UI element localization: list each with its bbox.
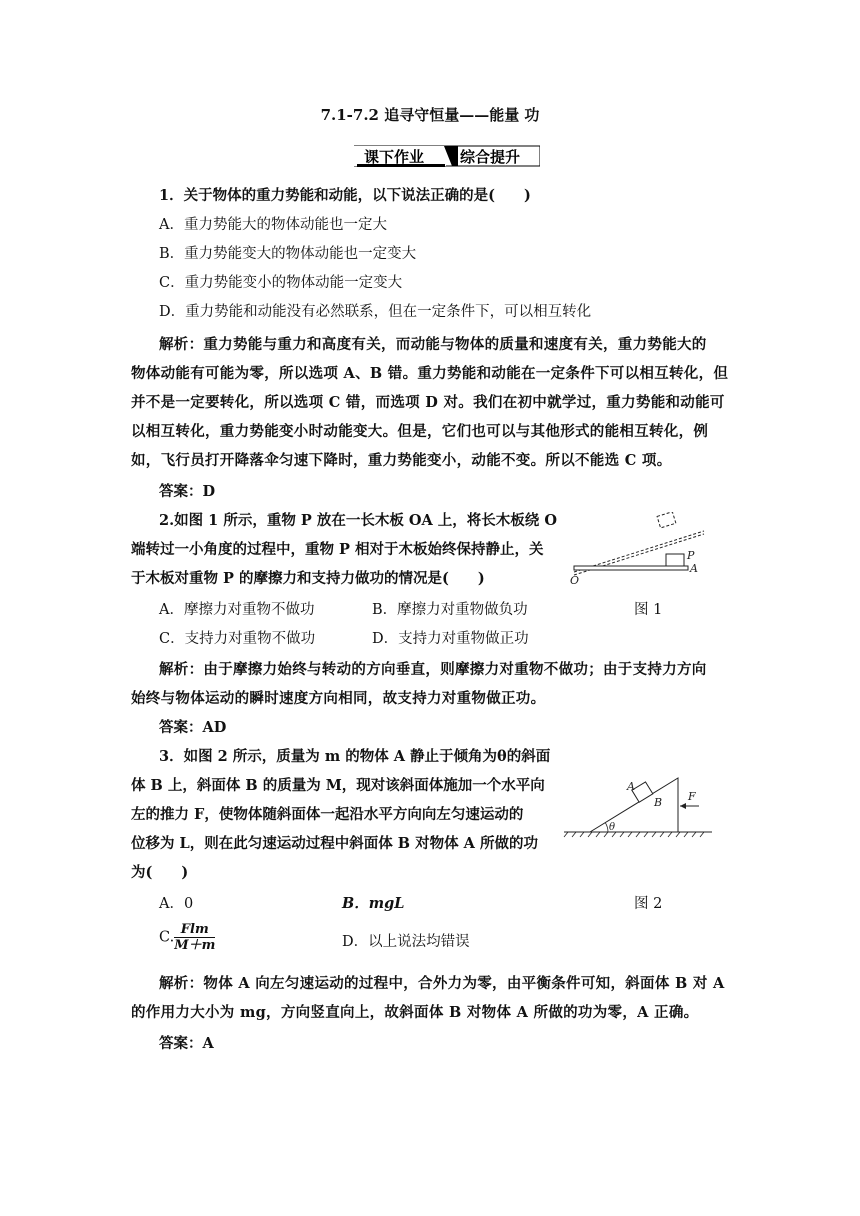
q3-option-c-denominator: M＋m [174, 938, 216, 953]
fig1-label-a: A [690, 562, 698, 575]
fig2-label-a: A [627, 780, 635, 793]
q2-stem-line-2: 端转过一小角度的过程中，重物 P 相对于木板始终保持静止，关 [131, 541, 544, 558]
fig1-label-p: P [687, 549, 695, 562]
q3-option-c-numerator: Flm [174, 922, 215, 938]
q3-solution-line-1: 解析：物体 A 向左匀速运动的过程中，合外力为零，由平衡条件可知，斜面体 B 对 A [159, 975, 725, 992]
figure-1-diagram [566, 512, 716, 586]
q3-answer: 答案：A [159, 1035, 214, 1052]
fig2-label-b: B [654, 796, 663, 809]
q3-option-b: B．mgL [342, 895, 405, 912]
q1-solution-line-4: 以相互转化，重力势能变小时动能变大。但是，它们也可以与其他形式的能相互转化，例 [131, 423, 709, 440]
q2-solution-line-2: 始终与物体运动的瞬时速度方向相同，故支持力对重物做正功。 [131, 690, 546, 707]
q2-answer: 答案：AD [159, 719, 227, 736]
q1-option-b: B．重力势能变大的物体动能也一定变大 [159, 246, 417, 262]
q1-option-c: C．重力势能变小的物体动能一定变大 [159, 275, 403, 291]
q1-option-a: A．重力势能大的物体动能也一定大 [159, 217, 387, 233]
banner-right-text: 综合提升 [460, 148, 521, 166]
q2-option-d: D．支持力对重物做正功 [372, 631, 529, 647]
q1-solution-line-5: 如，飞行员打开降落伞匀速下降时，重力势能变小，动能不变。所以不能选 C 项。 [131, 452, 672, 469]
figure-1-caption: 图 1 [634, 602, 663, 618]
section-banner [354, 143, 540, 170]
q3-stem-line-3: 左的推力 F，使物体随斜面体一起沿水平方向向左匀速运动的 [131, 806, 524, 823]
q1-solution-line-2: 物体动能有可能为零，所以选项 A、B 错。重力势能和动能在一定条件下可以相互转化，但 [131, 365, 729, 382]
fig2-label-theta: θ [609, 822, 616, 833]
q2-option-c: C．支持力对重物不做功 [159, 631, 316, 647]
figure-2-diagram [562, 770, 714, 840]
page-title: 7.1-7.2 追寻守恒量——能量 功 [320, 106, 540, 124]
q3-stem-line-2: 体 B 上，斜面体 B 的质量为 M，现对该斜面体施加一个水平向 [131, 777, 545, 794]
q2-stem-line-3: 于木板对重物 P 的摩擦力和支持力做功的情况是( ) [131, 570, 485, 587]
q3-option-a: A．0 [159, 896, 194, 912]
q1-solution-line-1: 解析：重力势能与重力和高度有关，而动能与物体的质量和速度有关，重力势能大的 [159, 336, 707, 353]
fig2-label-f: F [688, 790, 696, 803]
q2-option-b: B．摩擦力对重物做负功 [372, 602, 528, 618]
q3-option-c-prefix: C. [159, 929, 175, 946]
fig1-label-o: O [570, 574, 580, 586]
q2-solution-line-1: 解析：由于摩擦力始终与转动的方向垂直，则摩擦力对重物不做功；由于支持力方向 [159, 661, 707, 678]
q3-option-c [159, 922, 215, 953]
figure-2-caption: 图 2 [634, 896, 663, 912]
q3-option-c-fraction [174, 922, 215, 953]
q1-solution-line-3: 并不是一定要转化，所以选项 C 错，而选项 D 对。我们在初中就学过，重力势能和动能可 [131, 394, 725, 411]
q1-stem: 1．关于物体的重力势能和动能，以下说法正确的是( ) [159, 187, 531, 204]
q3-stem-line-1: 3．如图 2 所示，质量为 m 的物体 A 静止于倾角为θ的斜面 [159, 748, 551, 765]
q3-solution-line-2: 的作用力大小为 mg，方向竖直向上，故斜面体 B 对物体 A 所做的功为零，A 正确。 [131, 1004, 699, 1021]
q3-stem-line-4: 位移为 L，则在此匀速运动过程中斜面体 B 对物体 A 所做的功 [131, 835, 538, 852]
q3-option-d: D．以上说法均错误 [342, 934, 470, 950]
banner-left-text: 课下作业 [364, 148, 425, 166]
q2-stem-line-1: 2.如图 1 所示，重物 P 放在一长木板 OA 上，将长木板绕 O [159, 512, 557, 529]
q3-stem-line-5: 为( ) [131, 864, 189, 881]
q1-option-d: D．重力势能和动能没有必然联系，但在一定条件下，可以相互转化 [159, 304, 592, 320]
q1-answer: 答案：D [159, 483, 216, 500]
q2-option-a: A．摩擦力对重物不做功 [159, 602, 315, 618]
